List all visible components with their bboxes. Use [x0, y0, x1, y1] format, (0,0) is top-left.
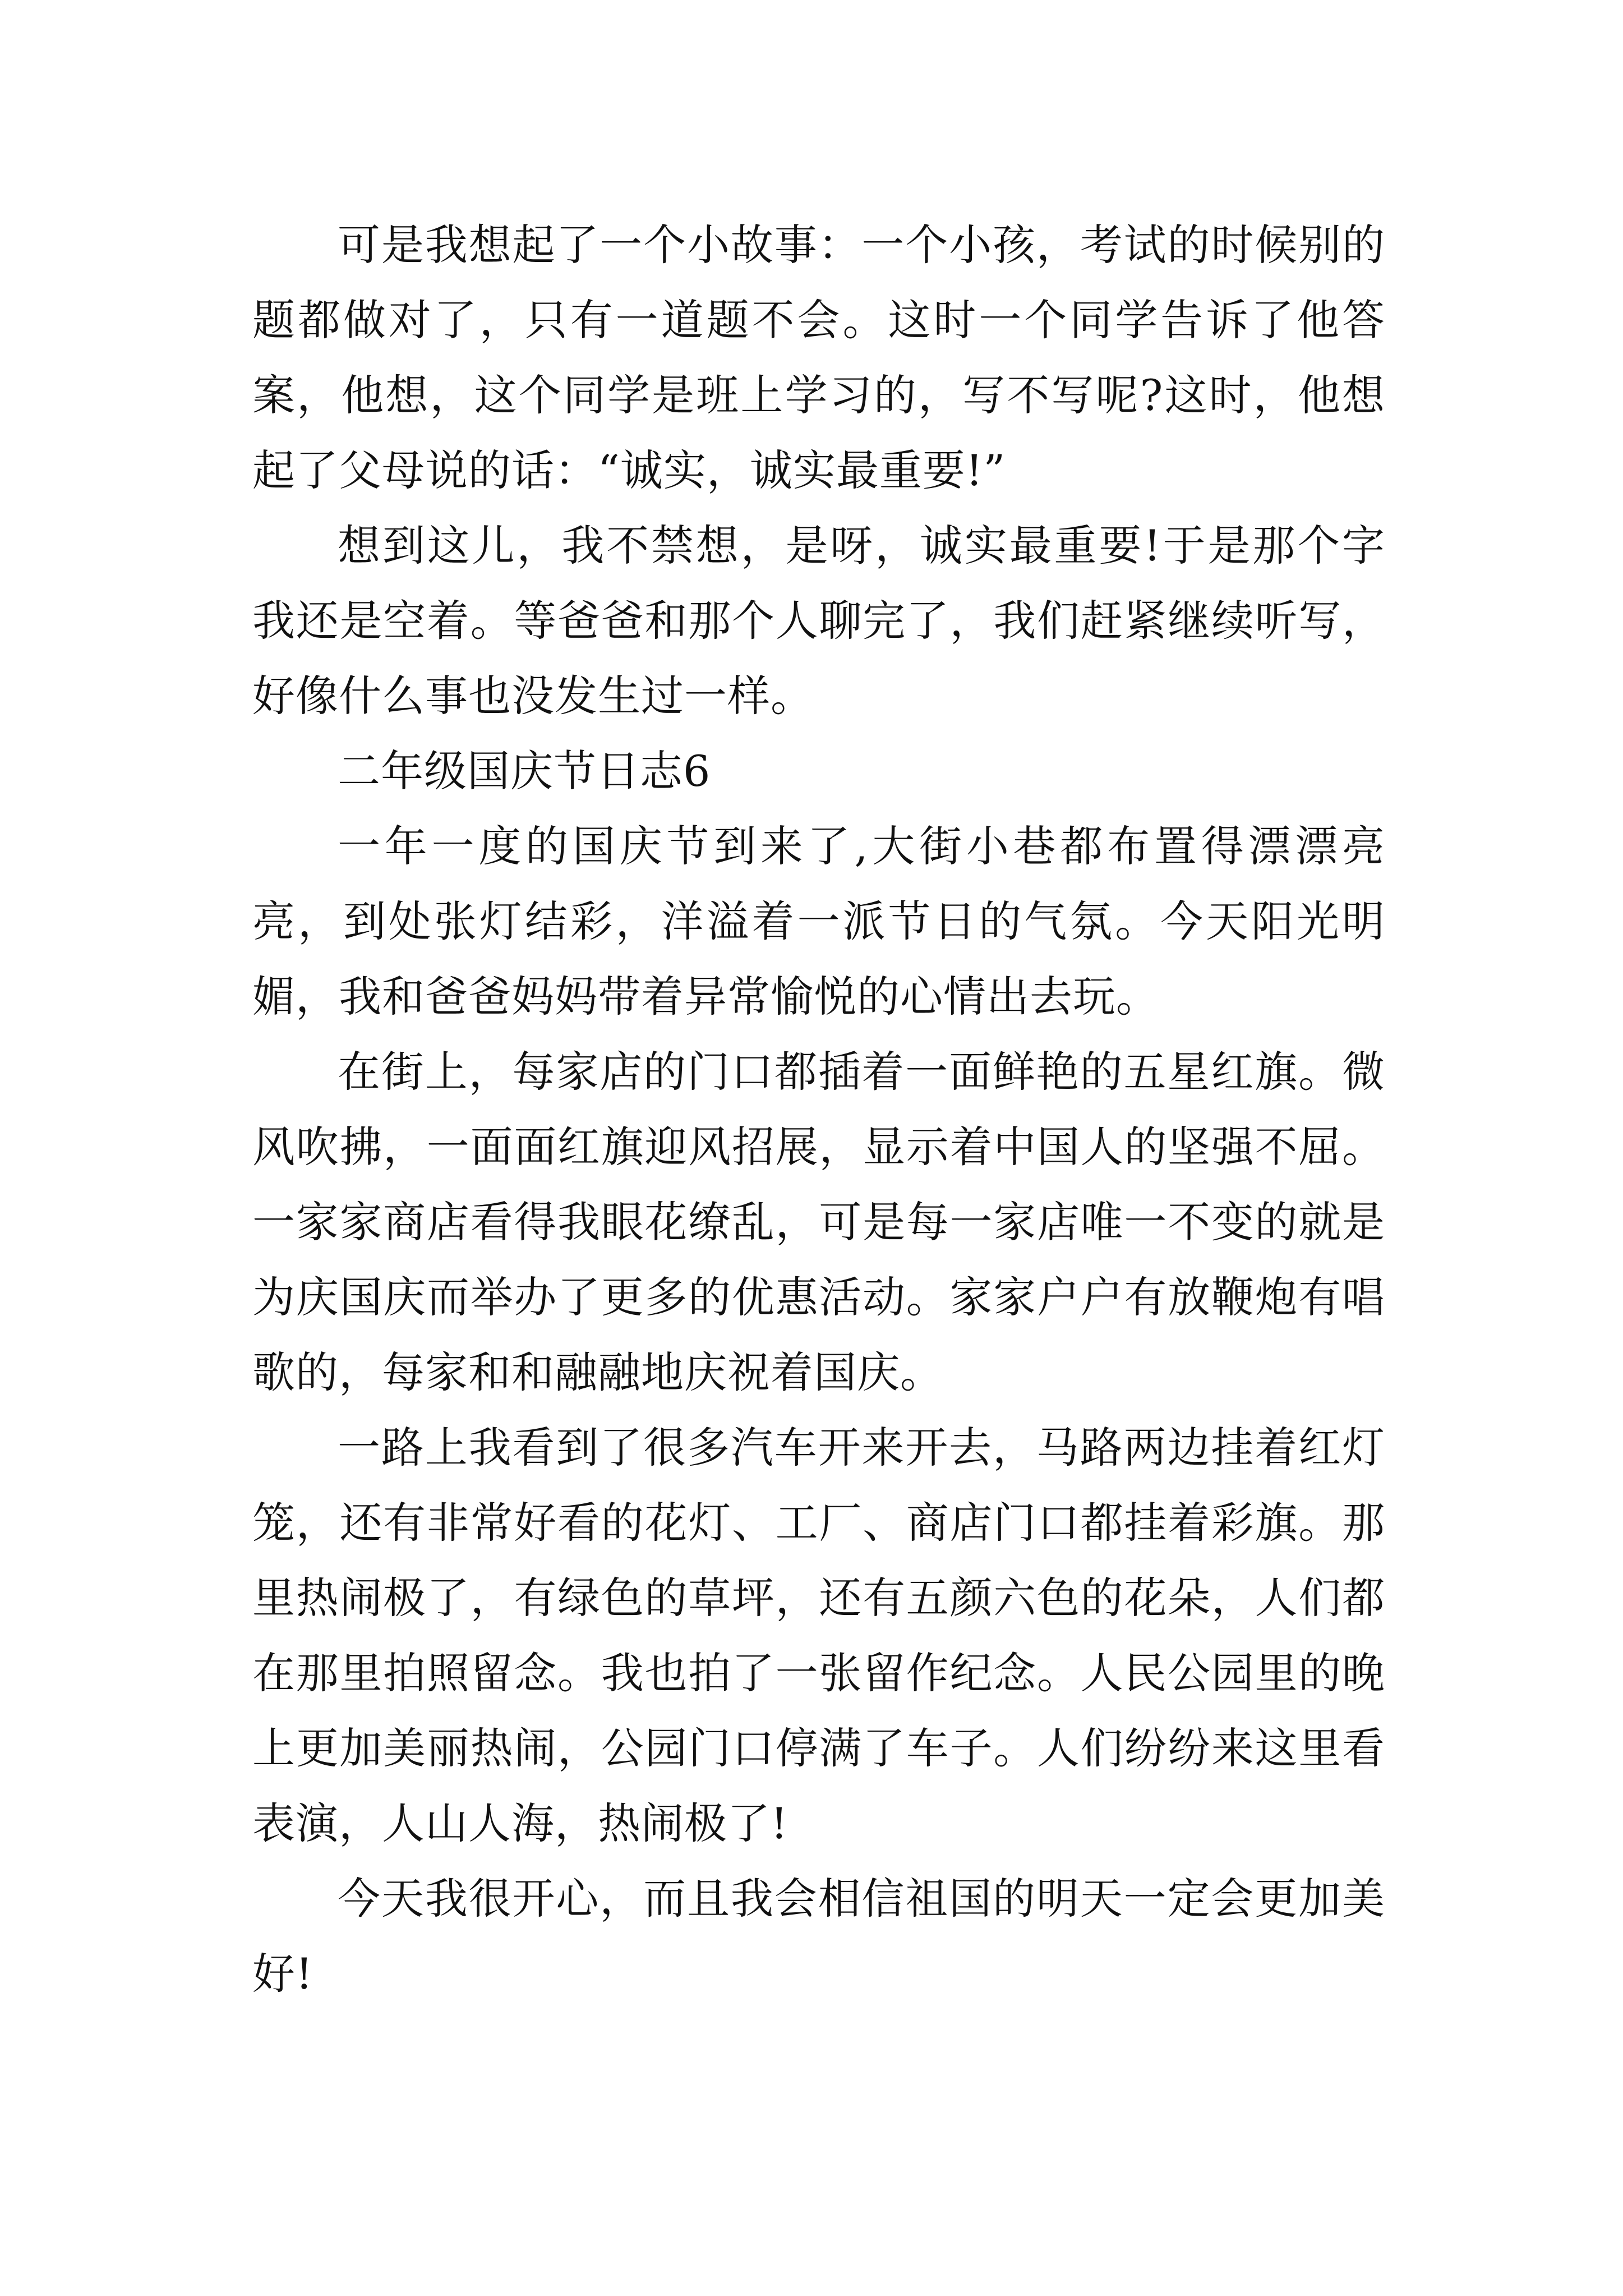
section-heading: 二年级国庆节日志6 — [338, 746, 711, 796]
paragraph-conclusion: 今天我很开心，而且我会相信祖国的明天一定会更加美好! — [252, 1874, 1385, 1999]
paragraph-street: 在街上，每家店的门口都插着一面鲜艳的五星红旗。微风吹拂，一面面红旗迎风招展，显示着中国人的坚强不屈。一家家商店看得我眼花缭乱，可是每一家店唯一不变的就是为庆国庆而举办了更多的优惠活动。家家户户有放鞭炮有唱歌的，每家和和融融地庆祝着国庆。 — [252, 1047, 1385, 1397]
document-page — [252, 208, 1385, 2012]
paragraph-intro: 一年一度的国庆节到来了,大街小巷都布置得漂漂亮亮，到处张灯结彩，洋溢着一派节日的气氛。今天阳光明媚，我和爸爸妈妈带着异常愉悦的心情出去玩。 — [252, 821, 1385, 1022]
paragraph-story: 可是我想起了一个小故事：一个小孩，考试的时候别的题都做对了，只有一道题不会。这时一个同学告诉了他答案，他想，这个同学是班上学习的，写不写呢?这时，他想起了父母说的话：“诚实，诚实最重要!” — [252, 220, 1385, 495]
paragraph-park: 一路上我看到了很多汽车开来开去，马路两边挂着红灯笼，还有非常好看的花灯、工厂、商店门口都挂着彩旗。那里热闹极了，有绿色的草坪，还有五颜六色的花朵，人们都在那里拍照留念。我也拍了一张留作纪念。人民公园里的晚上更加美丽热闹，公园门口停满了车子。人们纷纷来这里看表演，人山人海，热闹极了! — [252, 1423, 1385, 1848]
paragraph-honesty: 想到这儿，我不禁想，是呀，诚实最重要!于是那个字我还是空着。等爸爸和那个人聊完了，我们赶紧继续听写，好像什么事也没发生过一样。 — [252, 521, 1385, 721]
